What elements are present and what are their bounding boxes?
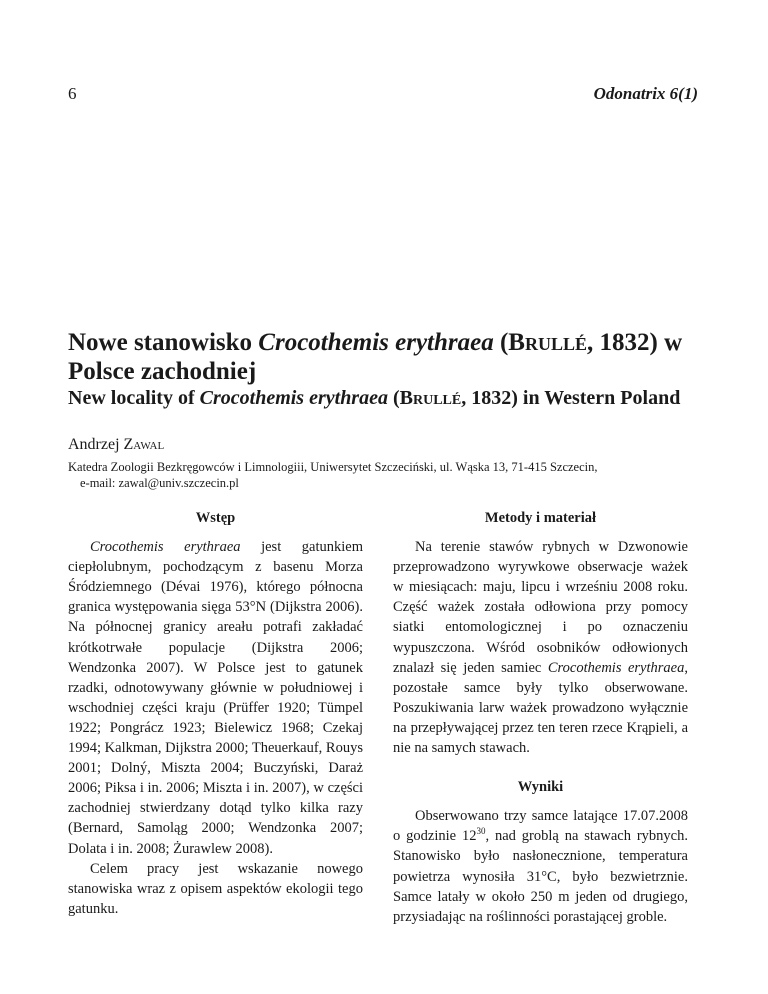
affiliation-address: Katedra Zoologii Bezkręgowców i Limnologiii, Uniwersytet Szczeciński, ul. Wąska 13, 71-415 Szczecin, [68, 460, 598, 474]
author-email: e-mail: zawal@univ.szczecin.pl [80, 476, 239, 490]
title-species: Crocothemis erythraea [258, 329, 494, 356]
intro-text: jest gatunkiem ciepłolubnym, pochodzącym z basenu Morza Śródziemnego (Dévai 1976), którego północna granica występowania sięga 53°N (Dijkstra 2006). Na północnej granicy areału potrafi zakładać krótkotrwałe populacje (Dijkstra 2006; Wendzonka 2007). W Polsce jest to gatunek rzadki, odnotowywany głównie w południowej i wschodniej części kraju (Prüffer 1920; Tümpel 1922; Pongrácz 1923; Bielewicz 1968; Czekaj 1994; Kalkman, Dijkstra 2000; Theuerkauf, Rouys 2001; Dolný, Miszta 2004; Buczyński, Daraż 2006; Piksa i in. 2006; Miszta i in. 2007), w części zachodniej stwierdzany dotąd tylko kilka razy (Bernard, Samoląg 2000; Wendzonka 2007; Dolata i in. 2008; Żurawlew 2008). [68, 539, 363, 857]
left-column [68, 508, 363, 919]
results-time-superscript: 30 [476, 826, 486, 837]
results-text-b: , nad groblą na stawach rybnych. Stanowisko było nasłonecznione, temperatura powietrza wynosiła 31°C, było bezwietrznie. Samce latały w około 250 m jeden od drugiego, przysiadając na roślinności porastającej groble. [393, 828, 688, 925]
page-number: 6 [68, 84, 77, 103]
intro-paragraph-1 [68, 537, 363, 859]
title-text-2: ( [493, 329, 509, 356]
author-affiliation [68, 459, 708, 491]
methods-text-a: Na terenie stawów rybnych w Dzwonowie przeprowadzono wyrywkowe obserwacje ważek w miesiącach: maju, lipcu i wrześniu 2008 roku. Część ważek została odłowiona przy pomocy siatki entomologicznej i po oznaczeniu wypuszczona. Wśród osobników odłowionych znalazł się jeden samiec [393, 539, 688, 676]
section-heading-intro: Wstęp [195, 510, 236, 526]
author-last-name: Zawal [123, 436, 165, 453]
results-text-a: Obserwowano trzy samce latające 17.07.2008 o godzinie 12 [393, 808, 688, 845]
intro-paragraph-2: Celem pracy jest wskazanie nowego stanowiska wraz z opisem aspektów ekologii tego gatunku. [68, 860, 363, 917]
subtitle-author: Brullé [399, 387, 462, 409]
subtitle-species: Crocothemis erythraea [199, 387, 388, 409]
section-heading-results: Wyniki [517, 779, 564, 796]
intro-species: Crocothemis erythraea [90, 539, 241, 556]
subtitle-text-2: ( [387, 387, 400, 409]
author-name [68, 436, 164, 454]
author-first-name: Andrzej [68, 436, 124, 453]
title-text-1: Nowe stanowisko [68, 329, 259, 356]
methods-paragraph [393, 537, 688, 758]
methods-text-b: , pozostałe samce były tylko obserwowane. Poszukiwania larw ważek prowadzono wyłącznie na przepływającej przez ten teren rzece Krąpieli, a nie na samych stawach. [393, 659, 688, 757]
title-author: Brullé [508, 329, 587, 356]
subtitle-text-3: , 1832) in Western Poland [461, 387, 681, 409]
right-column [393, 508, 688, 927]
article-title-polish [68, 328, 708, 386]
results-paragraph [393, 806, 688, 927]
section-heading-methods: Metody i materiał [484, 510, 597, 526]
subtitle-text-1: New locality of [68, 387, 200, 409]
journal-running-head: Odonatrix 6(1) [593, 84, 698, 103]
title-text-3: , 1832) w Polsce zachodniej [68, 329, 683, 385]
article-title-english [68, 386, 708, 410]
methods-species: Crocothemis erythraea [547, 659, 685, 676]
